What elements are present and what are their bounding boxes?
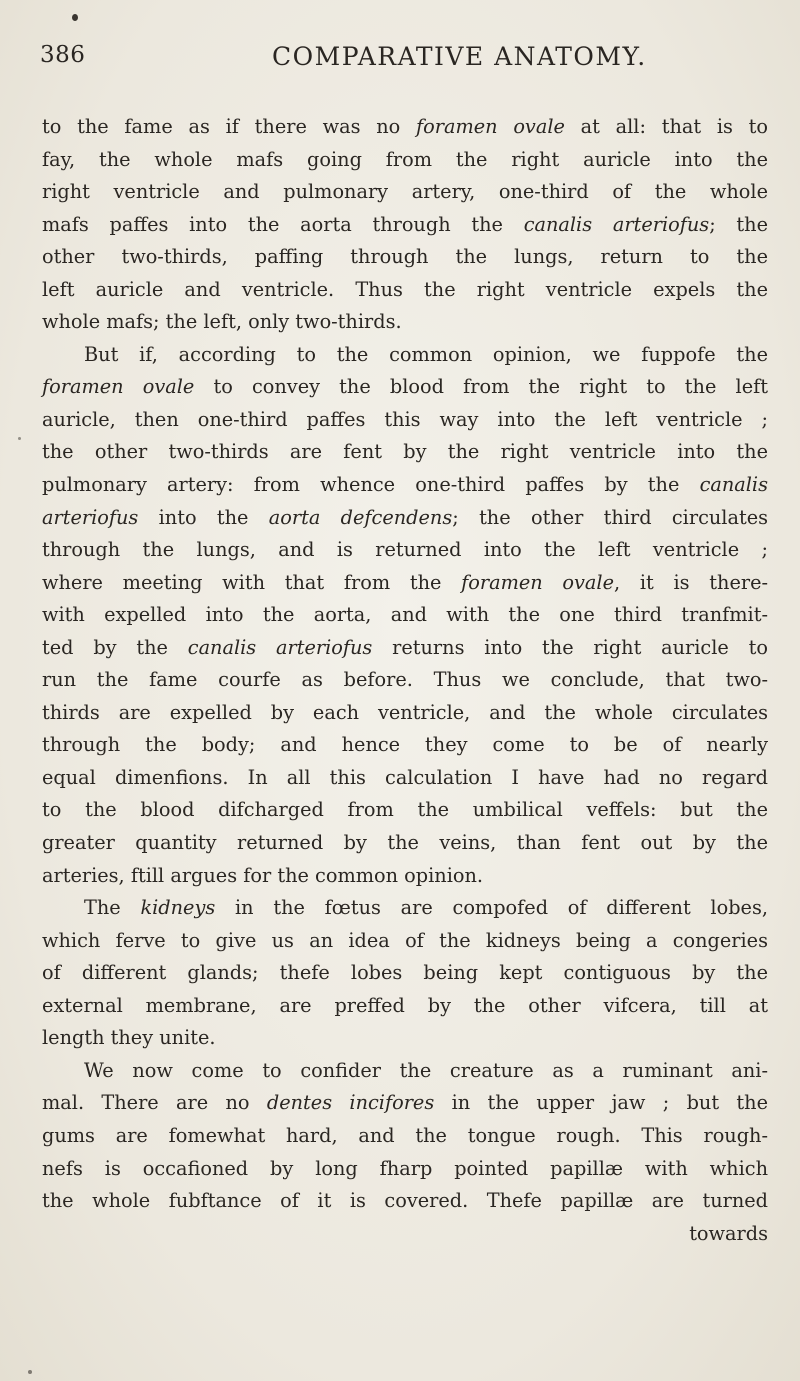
text-run: mafs paffes into the aorta through the [42,212,524,236]
italic-term: aorta defcendens [268,505,453,529]
text-line [42,1087,768,1120]
italic-term: foramen ovale [416,115,565,138]
page-number: 386 [40,42,86,68]
text-line [42,144,768,177]
text-run: right ventricle and pulmonary artery, one-third of the whole [42,180,768,204]
text-line [42,404,768,437]
ink-speck [72,14,78,21]
text-line [42,567,768,600]
text-line [42,925,768,958]
text-run: fay, the whole mafs going from the right auricle into the [42,147,768,171]
text-line [42,664,768,697]
text-run: the other two-thirds are fent by the right ventricle into the [42,440,768,464]
text-run: ; the [709,212,769,236]
text-run: through the lungs, and is returned into the left ventricle ; [42,538,768,562]
text-run: left auricle and ventricle. Thus the right ventricle expels the [42,277,768,301]
text-run: pulmonary artery: from whence one-third paffes by the [42,473,700,497]
text-line [42,794,768,827]
italic-term: dentes incifores [266,1091,435,1115]
text-run: thirds are expelled by each ventricle, and the whole circulates [42,700,768,724]
text-run: into the [138,505,269,529]
text-run: of different glands; thefe lobes being kept contiguous by the [42,961,768,985]
text-line [42,599,768,632]
text-line [42,111,768,144]
text-line [42,892,768,925]
text-run: equal dimenfions. In all this calculation I have had no regard [42,765,768,789]
italic-term: arteriofus [42,505,139,529]
text-line [42,371,768,404]
text-run: But if, according to the common opinion, we fuppofe the [84,342,768,366]
text-line [42,209,768,242]
text-line [42,1120,768,1153]
text-run: other two-thirds, paffing through the lungs, return to the [42,245,768,269]
text-run: returns into the right auricle to [372,635,768,659]
text-run: at all: that is to [564,115,769,138]
text-run: nefs is occafioned by long fharp pointed papillæ with which [42,1156,768,1180]
italic-term: foramen ovale [461,570,615,594]
page-header [40,42,760,82]
text-run: run the fame courfe as before. Thus we conclude, that two- [42,668,768,692]
text-line [42,762,768,795]
text-line [42,827,768,860]
text-line [42,176,768,209]
text-run: whole mafs; the left, only two-thirds. [42,310,402,334]
text-run: to the fame as if there was no [42,115,417,138]
text-line [42,1022,768,1055]
text-run: The [84,896,141,920]
text-line [42,729,768,762]
text-line [42,274,768,307]
text-line [42,241,768,274]
italic-term: kidneys [140,896,216,920]
text-run: mal. There are no [42,1091,267,1115]
text-run: where meeting with that from the [42,570,462,594]
body-text [42,111,768,1250]
text-run: ted by the [42,635,188,659]
text-run: in the fœtus are compofed of different lobes, [215,896,768,920]
text-run: ; the other third circulates [452,505,768,529]
text-run: the whole fubftance of it is covered. Thefe papillæ are turned [42,1189,768,1213]
text-run: with expelled into the aorta, and with the one third tranfmit- [42,603,768,627]
text-run: We now come to confider the creature as a ruminant ani- [84,1058,768,1082]
text-run: to the blood difcharged from the umbilical veffels: but the [42,798,768,822]
text-line [42,1153,768,1186]
text-line [42,436,768,469]
text-run: , it is there- [614,570,768,594]
text-line [42,339,768,372]
text-run: in the upper jaw ; but the [434,1091,768,1115]
text-run: auricle, then one-third paffes this way into the left ventricle ; [42,407,768,431]
text-line [42,990,768,1023]
text-run: towards [689,1221,768,1245]
running-head: COMPARATIVE ANATOMY. [272,42,647,71]
text-line [42,469,768,502]
text-run: which ferve to give us an idea of the kidneys being a congeries [42,928,768,952]
text-line [42,697,768,730]
text-run: arteries, ftill argues for the common opinion. [42,863,484,887]
ink-speck [28,1370,32,1374]
italic-term: foramen ovale [42,375,195,399]
catchword-line [42,1218,768,1251]
text-run: length they unite. [42,1026,216,1050]
italic-term: canalis arteriofus [187,635,373,659]
text-line [42,860,768,893]
text-line [42,1055,768,1088]
text-run: gums are fomewhat hard, and the tongue rough. This rough- [42,1123,768,1147]
text-line [42,957,768,990]
text-line [42,1185,768,1218]
text-run: external membrane, are preffed by the other vifcera, till at [42,993,768,1017]
text-run: greater quantity returned by the veins, than fent out by the [42,831,768,855]
text-run: through the body; and hence they come to be of nearly [42,733,768,757]
italic-term: canalis arteriofus [523,212,710,236]
italic-term: canalis [699,473,768,497]
text-line [42,632,768,665]
text-line [42,502,768,535]
text-line [42,306,768,339]
ink-speck [18,437,21,440]
text-run: to convey the blood from the right to the left [194,375,769,399]
text-line [42,534,768,567]
